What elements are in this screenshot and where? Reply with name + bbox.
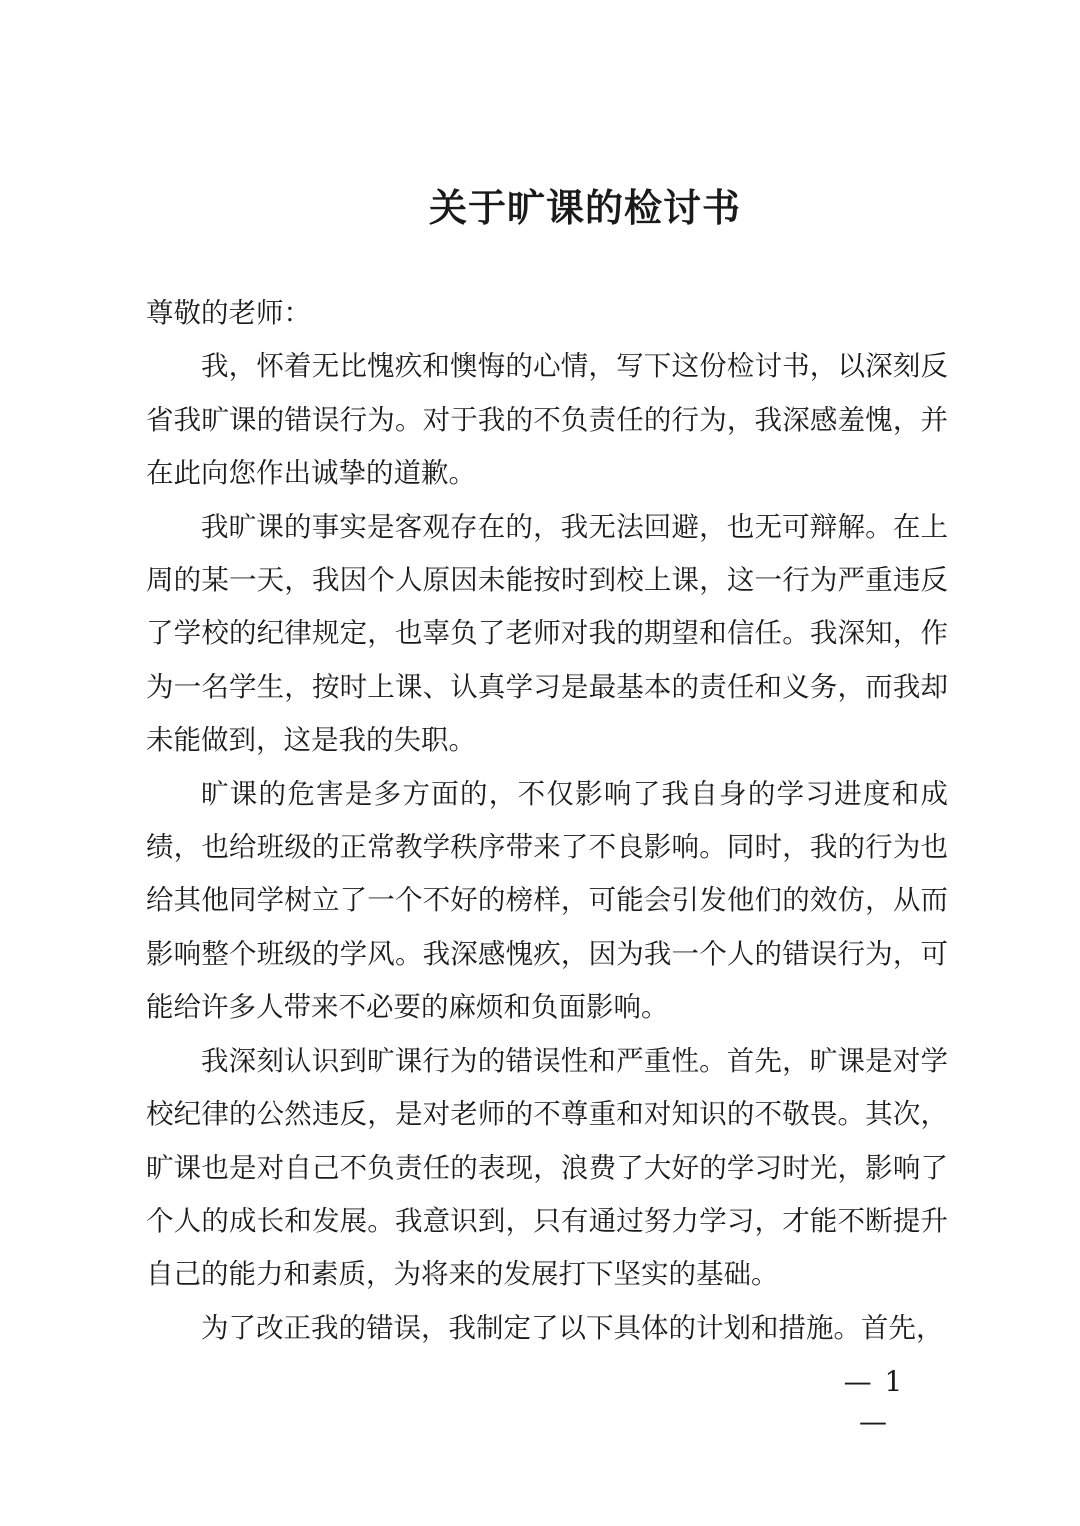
paragraph: 旷课的危害是多方面的，不仅影响了我自身的学习进度和成绩，也给班级的正常教学秩序带来了不良影响。同时，我的行为也给其他同学树立了一个不好的榜样，可能会引发他们的效仿，从而影响整个班级的学风。我深感愧疚，因为我一个人的错误行为，可能给许多人带来不必要的麻烦和负面影响。 [146,777,948,1024]
paragraph: 我旷课的事实是客观存在的，我无法回避，也无可辩解。在上周的某一天，我因个人原因未能按时到校上课，这一行为严重违反了学校的纪律规定，也辜负了老师对我的期望和信任。我深知，作为一名学生，按时上课、认真学习是最基本的责任和义务，而我却未能做到，这是我的失职。 [146,510,948,757]
paragraph: 为了改正我的错误，我制定了以下具体的计划和措施。首先， [201,1311,944,1344]
paragraph: 我深刻认识到旷课行为的错误性和严重性。首先，旷课是对学校纪律的公然违反，是对老师的不尊重和对知识的不敬畏。其次，旷课也是对自己不负责任的表现，浪费了大好的学习时光，影响了个人的成长和发展。我意识到，只有通过努力学习，才能不断提升自己的能力和素质，为将来的发展打下坚实的基础。 [146,1044,948,1291]
salutation: 尊敬的老师： [146,297,311,329]
page-number: — 1 — [843,1365,905,1438]
paragraph: 我，怀着无比愧疚和懊悔的心情，写下这份检讨书，以深刻反省我旷课的错误行为。对于我的不负责任的行为，我深感羞愧，并在此向您作出诚挚的道歉。 [146,350,948,490]
document-title: 关于旷课的检讨书 [428,185,741,230]
document-body [146,287,948,1355]
